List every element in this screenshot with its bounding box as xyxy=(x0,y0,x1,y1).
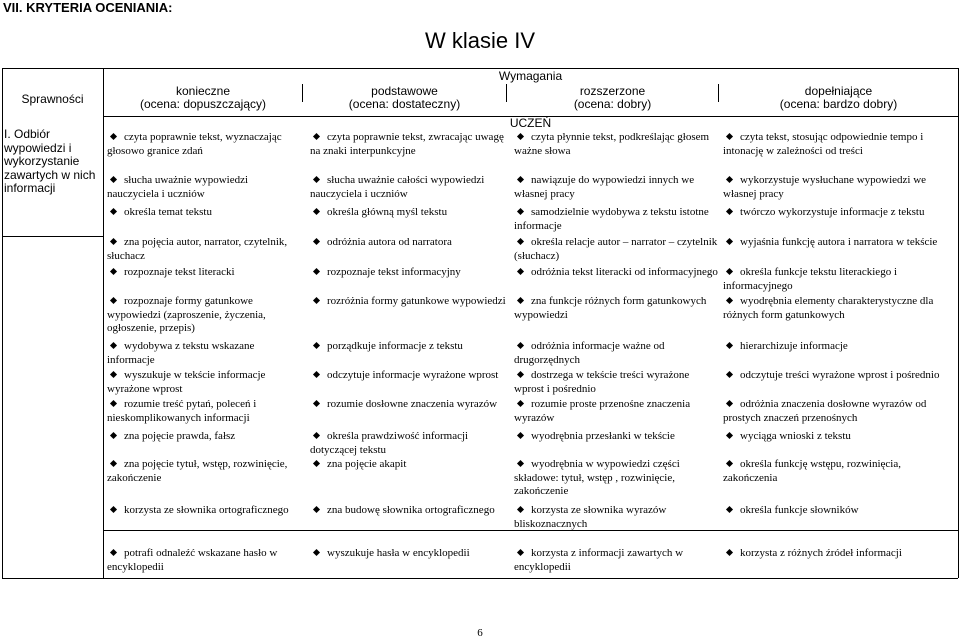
bullet-icon xyxy=(110,176,117,183)
bullet-icon xyxy=(517,238,524,245)
criterion-item: czyta tekst, stosując odpowiednie tempo i intonację w zależności od treści xyxy=(723,131,924,157)
bullet-icon xyxy=(726,400,733,407)
criterion-item: potrafi odnaleźć wskazane hasło w encyklopedii xyxy=(107,547,278,573)
criterion-item: określa funkcję wstępu, rozwinięcia, zakończenia xyxy=(723,458,901,484)
criterion-item: czyta poprawnie tekst, wyznaczając głosowo granice zdań xyxy=(107,131,282,157)
bullet-icon xyxy=(313,549,320,556)
bullet-icon xyxy=(726,176,733,183)
criterion-item: określa funkcje słowników xyxy=(723,504,958,518)
criterion-item: zna pojęcie prawda, fałsz xyxy=(107,430,302,444)
criterion-item: dostrzega w tekście treści wyrażone wprost i pośrednio xyxy=(514,369,690,395)
level-header-dopelniajace: dopełniające (ocena: bardzo dobry) xyxy=(779,84,898,111)
requirements-header: Wymagania xyxy=(498,69,563,83)
bullet-icon xyxy=(110,432,117,439)
bullet-icon xyxy=(110,268,117,275)
bullet-icon xyxy=(517,176,524,183)
bullet-icon xyxy=(726,506,733,513)
criterion-item: rozpoznaje formy gatunkowe wypowiedzi (zaproszenie, życzenia, ogłoszenie, przepis) xyxy=(107,295,266,334)
bullet-icon xyxy=(313,432,320,439)
criterion-item: korzysta z różnych źródeł informacji xyxy=(723,547,958,561)
criterion-item: twórczo wykorzystuje informacje z tekstu xyxy=(723,206,958,220)
bullet-icon xyxy=(110,400,117,407)
bullet-icon xyxy=(517,371,524,378)
criterion-item: rozumie dosłowne znaczenia wyrazów xyxy=(310,398,506,412)
bullet-icon xyxy=(313,268,320,275)
bullet-icon xyxy=(313,400,320,407)
criterion-item: odczytuje treści wyrażone wprost i pośrednio xyxy=(723,369,958,383)
criterion-item: zna pojęcie tytuł, wstęp, rozwinięcie, zakończenie xyxy=(107,458,288,484)
criterion-item: korzysta ze słownika wyrazów bliskoznacznych xyxy=(514,504,667,530)
criterion-item: wydobywa z tekstu wskazane informacje xyxy=(107,340,255,366)
bullet-icon xyxy=(726,268,733,275)
page-number: 6 xyxy=(477,627,483,639)
bullet-icon xyxy=(313,238,320,245)
bullet-icon xyxy=(726,460,733,467)
criterion-item: wyodrębnia w wypowiedzi części składowe: tytuł, wstęp , rozwinięcie, zakończenie xyxy=(514,458,680,497)
criterion-item: korzysta z informacji zawartych w encyklopedii xyxy=(514,547,684,573)
bullet-icon xyxy=(313,176,320,183)
bullet-icon xyxy=(726,297,733,304)
criterion-item: czyta płynnie tekst, podkreślając głosem ważne słowa xyxy=(514,131,710,157)
bullet-icon xyxy=(517,297,524,304)
bullet-icon xyxy=(110,133,117,140)
section-header: VII. KRYTERIA OCENIANIA: xyxy=(3,0,173,15)
bullet-icon xyxy=(313,297,320,304)
bullet-icon xyxy=(313,460,320,467)
criterion-item: określa funkcje tekstu literackiego i informacyjnego xyxy=(723,266,897,292)
student-label: UCZEŃ xyxy=(509,116,552,130)
bullet-icon xyxy=(726,238,733,245)
bullet-icon xyxy=(110,506,117,513)
bullet-icon xyxy=(517,400,524,407)
level-header-podstawowe: podstawowe (ocena: dostateczny) xyxy=(348,84,461,111)
bullet-icon xyxy=(726,432,733,439)
criterion-item: rozumie treść pytań, poleceń i nieskomplikowanych informacji xyxy=(107,398,257,424)
bullet-icon xyxy=(313,342,320,349)
bullet-icon xyxy=(313,506,320,513)
criterion-item: wyciąga wnioski z tekstu xyxy=(723,430,958,444)
criterion-item: czyta poprawnie tekst, zwracając uwagę na znaki interpunkcyjne xyxy=(310,131,504,157)
criterion-item: odróżnia informacje ważne od drugorzędnych xyxy=(514,340,665,366)
bullet-icon xyxy=(110,297,117,304)
criterion-item: odczytuje informacje wyrażone wprost xyxy=(310,369,506,383)
bullet-icon xyxy=(313,133,320,140)
criterion-item: wyjaśnia funkcję autora i narratora w tekście xyxy=(723,236,958,250)
level-header-rozszerzone: rozszerzone (ocena: dobry) xyxy=(573,84,652,111)
bullet-icon xyxy=(726,371,733,378)
criterion-item: odróżnia znaczenia dosłowne wyrazów od prostych znaczeń przenośnych xyxy=(723,398,927,424)
bullet-icon xyxy=(726,133,733,140)
level-header-konieczne: konieczne (ocena: dopuszczający) xyxy=(139,84,267,111)
bullet-icon xyxy=(110,238,117,245)
criterion-item: wykorzystuje wysłuchane wypowiedzi we własnej pracy xyxy=(723,174,927,200)
bullet-icon xyxy=(726,208,733,215)
bullet-icon xyxy=(517,268,524,275)
criterion-item: korzysta ze słownika ortograficznego xyxy=(107,504,302,518)
bullet-icon xyxy=(517,208,524,215)
bullet-icon xyxy=(517,460,524,467)
criterion-item: rozróżnia formy gatunkowe wypowiedzi xyxy=(310,295,506,309)
criterion-item: odróżnia autora od narratora xyxy=(310,236,506,250)
criterion-item: porządkuje informacje z tekstu xyxy=(310,340,506,354)
criterion-item: wyodrębnia elementy charakterystyczne dla różnych form gatunkowych xyxy=(723,295,934,321)
skill-header: Sprawności xyxy=(21,92,84,106)
bullet-icon xyxy=(110,549,117,556)
bullet-icon xyxy=(313,371,320,378)
bullet-icon xyxy=(517,133,524,140)
criterion-item: słucha uważnie wypowiedzi nauczyciela i uczniów xyxy=(107,174,249,200)
page-title: W klasie IV xyxy=(424,28,536,53)
criterion-item: zna funkcje różnych form gatunkowych wypowiedzi xyxy=(514,295,707,321)
bullet-icon xyxy=(726,342,733,349)
skill-name: I. Odbiór wypowiedzi i wykorzystanie zawartych w nich informacji xyxy=(4,127,96,195)
bullet-icon xyxy=(110,342,117,349)
criterion-item: samodzielnie wydobywa z tekstu istotne informacje xyxy=(514,206,709,232)
criterion-item: zna budowę słownika ortograficznego xyxy=(310,504,506,518)
criterion-item: wyszukuje w tekście informacje wyrażone wprost xyxy=(107,369,266,395)
criterion-item: określa relacje autor – narrator – czytelnik (słuchacz) xyxy=(514,236,718,262)
criterion-item: hierarchizuje informacje xyxy=(723,340,958,354)
criterion-item: rozpoznaje tekst literacki xyxy=(107,266,302,280)
criterion-item: wyodrębnia przesłanki w tekście xyxy=(514,430,718,444)
criterion-item: nawiązuje do wypowiedzi innych we własnej pracy xyxy=(514,174,695,200)
criterion-item: rozumie proste przenośne znaczenia wyrazów xyxy=(514,398,691,424)
criterion-item: określa główną myśl tekstu xyxy=(310,206,506,220)
criterion-item: słucha uważnie całości wypowiedzi nauczyciela i uczniów xyxy=(310,174,485,200)
bullet-icon xyxy=(517,506,524,513)
bullet-icon xyxy=(110,208,117,215)
bullet-icon xyxy=(517,342,524,349)
criterion-item: wyszukuje hasła w encyklopedii xyxy=(310,547,506,561)
criterion-item: zna pojęcia autor, narrator, czytelnik, słuchacz xyxy=(107,236,288,262)
criterion-item: określa prawdziwość informacji dotyczącej tekstu xyxy=(310,430,469,456)
criterion-item: określa temat tekstu xyxy=(107,206,302,220)
bullet-icon xyxy=(517,549,524,556)
bullet-icon xyxy=(313,208,320,215)
bullet-icon xyxy=(726,549,733,556)
criterion-item: rozpoznaje tekst informacyjny xyxy=(310,266,506,280)
bullet-icon xyxy=(110,460,117,467)
criterion-item: zna pojęcie akapit xyxy=(310,458,506,472)
bullet-icon xyxy=(110,371,117,378)
bullet-icon xyxy=(517,432,524,439)
criterion-item: odróżnia tekst literacki od informacyjnego xyxy=(514,266,718,280)
